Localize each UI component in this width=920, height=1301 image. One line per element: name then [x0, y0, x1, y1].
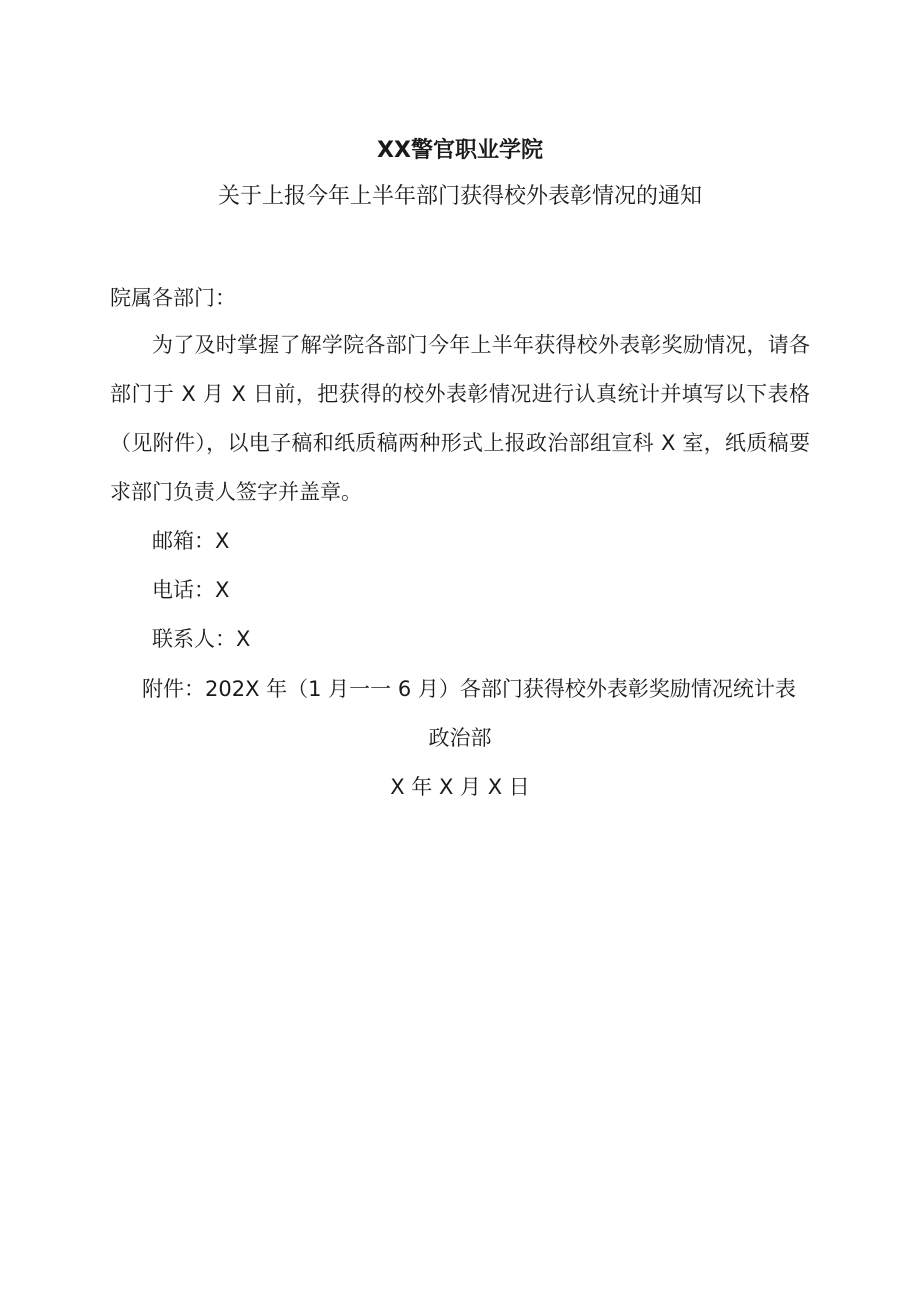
paragraph-line-4: 求部门负责人签字并盖章。	[110, 480, 362, 504]
paragraph-line-1: 为了及时掌握了解学院各部门今年上半年获得校外表彰奖励情况，请各	[152, 333, 810, 357]
salutation: 院属各部门：	[110, 286, 236, 310]
document-title-org: XX警官职业学院	[377, 138, 543, 163]
contact-phone: 电话：X	[152, 578, 230, 602]
document-title-subject: 关于上报今年上半年部门获得校外表彰情况的通知	[217, 184, 702, 209]
contact-email: 邮箱：X	[152, 529, 230, 553]
paragraph-line-2: 部门于 X 月 X 日前，把获得的校外表彰情况进行认真统计并填写以下表格	[110, 382, 810, 406]
attachment-note: 附件：202X 年（1 月一一 6 月）各部门获得校外表彰奖励情况统计表	[142, 677, 796, 701]
paragraph-line-3: （见附件），以电子稿和纸质稿两种形式上报政治部组宣科 X 室，纸质稿要	[110, 431, 810, 455]
contact-person: 联系人：X	[152, 627, 251, 651]
signature-date: X 年 X 月 X 日	[390, 775, 530, 799]
signature-department: 政治部	[428, 726, 492, 750]
